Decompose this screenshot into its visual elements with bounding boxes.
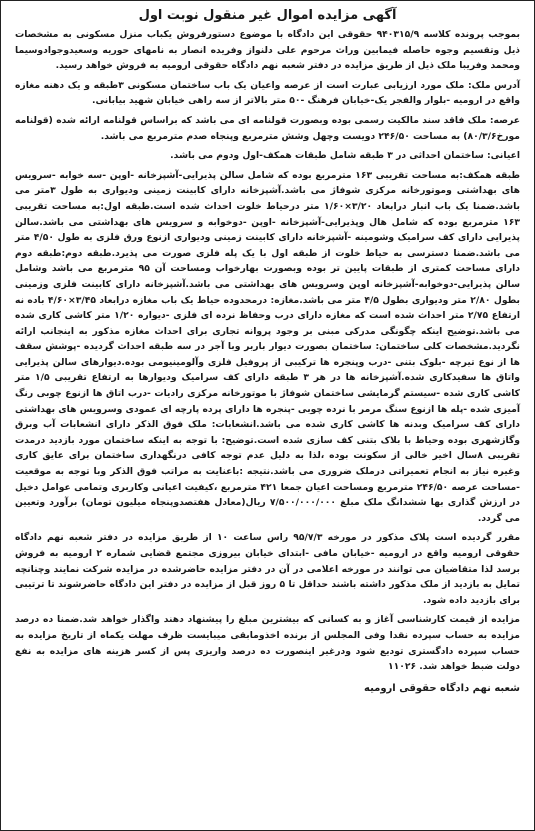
court-signature: شعبه نهم دادگاه حقوقی ارومیه xyxy=(364,682,520,694)
address-paragraph: آدرس ملک: ملک مورد ارزیابی عبارت است از عرصه واعیان یک باب ساختمان مسکونی ۳طبقه و یک دهنه مغازه واقع در ارومیه -بلوار والفجر یک-خیابان فرهنگ -۵۰ متر بالاتر از سه راهی خیابان شهید بیابانی. xyxy=(15,79,520,107)
schedule-paragraph: مقرر گردیده است پلاک مذکور در مورخه ۹۵/۷/۳ راس ساعت ۱۰ از طریق مزایده در دفتر شعبه نهم دادگاه حقوقی ارومیه واقع در ارومیه -خیابان مافی -ابتدای خیابان بیروزی مجتمع قضایی شماره ۲ ارومیه به فروش برسد لذا متقاضیان می توانند در مورخه اعلامی در آن در دفتر مزایده حاضرشده در مزایده شرکت نمایند وچنانچه تمایل به بازدید از ملک مذکور داشته باشند حداقل تا ۵ روز قبل از مزایده در دفتر این دادگاه حاضرشوند تا ترتیبی برای بازدید داده شود. xyxy=(15,532,521,606)
deed-paragraph: عرصه: ملک فاقد سند مالکیت رسمی بوده وبصورت قولنامه ای می باشد که براساس قولنامه ارائه شده (قولنامه مورخ۸۰/۳/۶) به مساحت ۲۴۶/۵۰ دویست وچهل وشش مترمربع وپنجاه صدم مترمربع می باشد. xyxy=(15,114,520,142)
description-paragraph: طبقه همکف:به مساحت تقریبی ۱۶۳ مترمربع بوده که شامل سالن پذیرایی-آشپزخانه -اوپن -سه خوابه -سرویس های بهداشتی وموتورخانه مرکزی شوفاژ می باشد.آشپزخانه دارای کابینت زمینی ودیواری به طول ۳متر می باشد.ضمنا یک باب انبار درابعاد ۳/۲۰×۱/۶۰ متر درحیاط خلوت احداث شده است.طبقه اول:به مساحت تقریبی ۱۶۳ مترمربع بوده که شامل هال وپذیرایی-آشپزخانه -اوپن -دوخوابه و سرویس های بهداشتی می باشد.سالن پذیرایی دارای کف سرامیک وشومینه -آشپزخانه دارای کابینت زمینی ودیواری ازنوع ورق فلزی به طول ۴/۵۰ متر می باشد.ضمنا دسترسی به حیاط خلوت از طبقه اول با یک پله فلزی صورت می پذیرد.طبقه دوم:طبقه دوم دارای مساحت کمتری از طبقات پایین تر بوده وبصورت بهارخواب ومساحت آن ۹۵ مترمربع می باشد وشامل سالن پذیرایی-دوخوابه-آشپزخانه اوپن وسرویس های بهداشتی می باشد.آشپزخانه دارای کابینت فلزی وزمینی بطول ۲/۸۰ متر ودیواری بطول ۴/۵ متر می باشد.مغازه: درمحدوده حیاط یک باب مغازه درابعاد ۳/۴۵×۴/۶۰ باده نه ارتفاع ۲/۷۵ متر احداث شده است که مغازه دارای درب وحفاظ نرده ای فلزی -دیواره ۱/۲۰ متر کاشی کاری شده می باشد.توضیح اینکه چگونگی مدرکی مبنی بر وجود پروانه تجاری برای احداث مغازه مذکور به اینجانب ارائه نگردید.مشخصات کلی ساختمان: ساختمان بصورت دیوار باربر وبا آجر در سه طبقه احداث گردیده -پوشش سقف ها از نوع تیرچه -بلوک بتنی -درب وپنجره ها ترکیبی از پروفیل فلزی وآلومینیومی بوده.دیوارهای سالن پذیرایی واتاق ها سفیدکاری شده.آشپزخانه ها در هر ۳ طبقه دارای کف سرامیک ودیوارها به ارتفاع تقریبی ۱/۵ متر کاشی کاری شده -سیستم گرمایشی ساختمان شوفاژ با موتورخانه مرکزی رادیات -درب اتاق ها ازنوع چوبی رنگ آمیزی شده -پله ها ازنوع سنگ مرمر با نرده چوبی -پنجره ها دارای پرده پارچه ای عمودی وسرویس های بهداشتی دارای کف سرامیک وبدنه ها کاشی کاری شده می باشد.انشعابات: ملک فوق الذکر دارای انشعابات آب وبرق وگازشهری بوده وحیاط با بلاک بتنی کف سازی شده است.توضیح: با توجه به اینکه ساختمان مورد بازدید درمدت تقریبی ۸سال اخیر خالی از سکونت بوده ،لذا به دلیل عدم توجه کافی درنگهداری ساختمان برای عایق کاری وغیره نیاز به انجام تعمیراتی درملک ضروری می باشد.نتیجه :باعنایت به مراتب فوق الذکر وبا توجه به موقعیت -مساحت عرصه ۲۴۶/۵۰ مترمربع ومساحت اعیان جمعا ۴۲۱ مترمربع ،کیفیت اعیانی وکاربری وتمامی عوامل دخیل در ارزش گذاری بها ششدانگ ملک مبلغ ۷/۵۰۰/۰۰۰/۰۰۰ ریال(معادل هفتصدوپنجاه میلیون تومان) برآورد وتعیین می گردد. xyxy=(15,169,521,524)
buildings-paragraph: اعیانی: ساختمان احداثی در ۳ طبقه شامل طبقات همکف-اول ودوم می باشد. xyxy=(170,150,520,162)
terms-paragraph: مزایده از قیمت کارشناسی آغاز و به کسانی که بیشترین مبلغ را پیشنهاد دهند واگذار خواهد شد.ضمنا ده درصد مزایده به حساب سپرده نقدا وفی المجلس از برنده اخذومابقی میبایست ظرف مهلت یکماه از تاریخ مزایده به حساب سپرده دادگستری تودیع شود ودرغیر اینصورت ده درصد واریزی پس از کسر هزینه های مزایده به نفع دولت ضبط خواهد شد. ۱۱۰۲۶ xyxy=(15,614,520,673)
intro-paragraph: بموجب پرونده کلاسه ۹۴۰۳۱۵/۹ حقوقی این دادگاه با موضوع دستورفروش یکباب منزل مسکونی به مشخصات ذیل وتقسیم وجوه حاصله فیمابین وراث مرحوم علی دلنواز وفریده انصار به نامهای حوریه وسعیدوجوادوسیما ومحمد وفریبا ملک ذیل از طریق مزایده در دفتر شعبه نهم دادگاه حقوقی ارومیه به فروش خواهد رسید. xyxy=(15,29,520,72)
notice-title: آگهی مزایده اموال غیر منقول نوبت اول xyxy=(138,8,397,23)
